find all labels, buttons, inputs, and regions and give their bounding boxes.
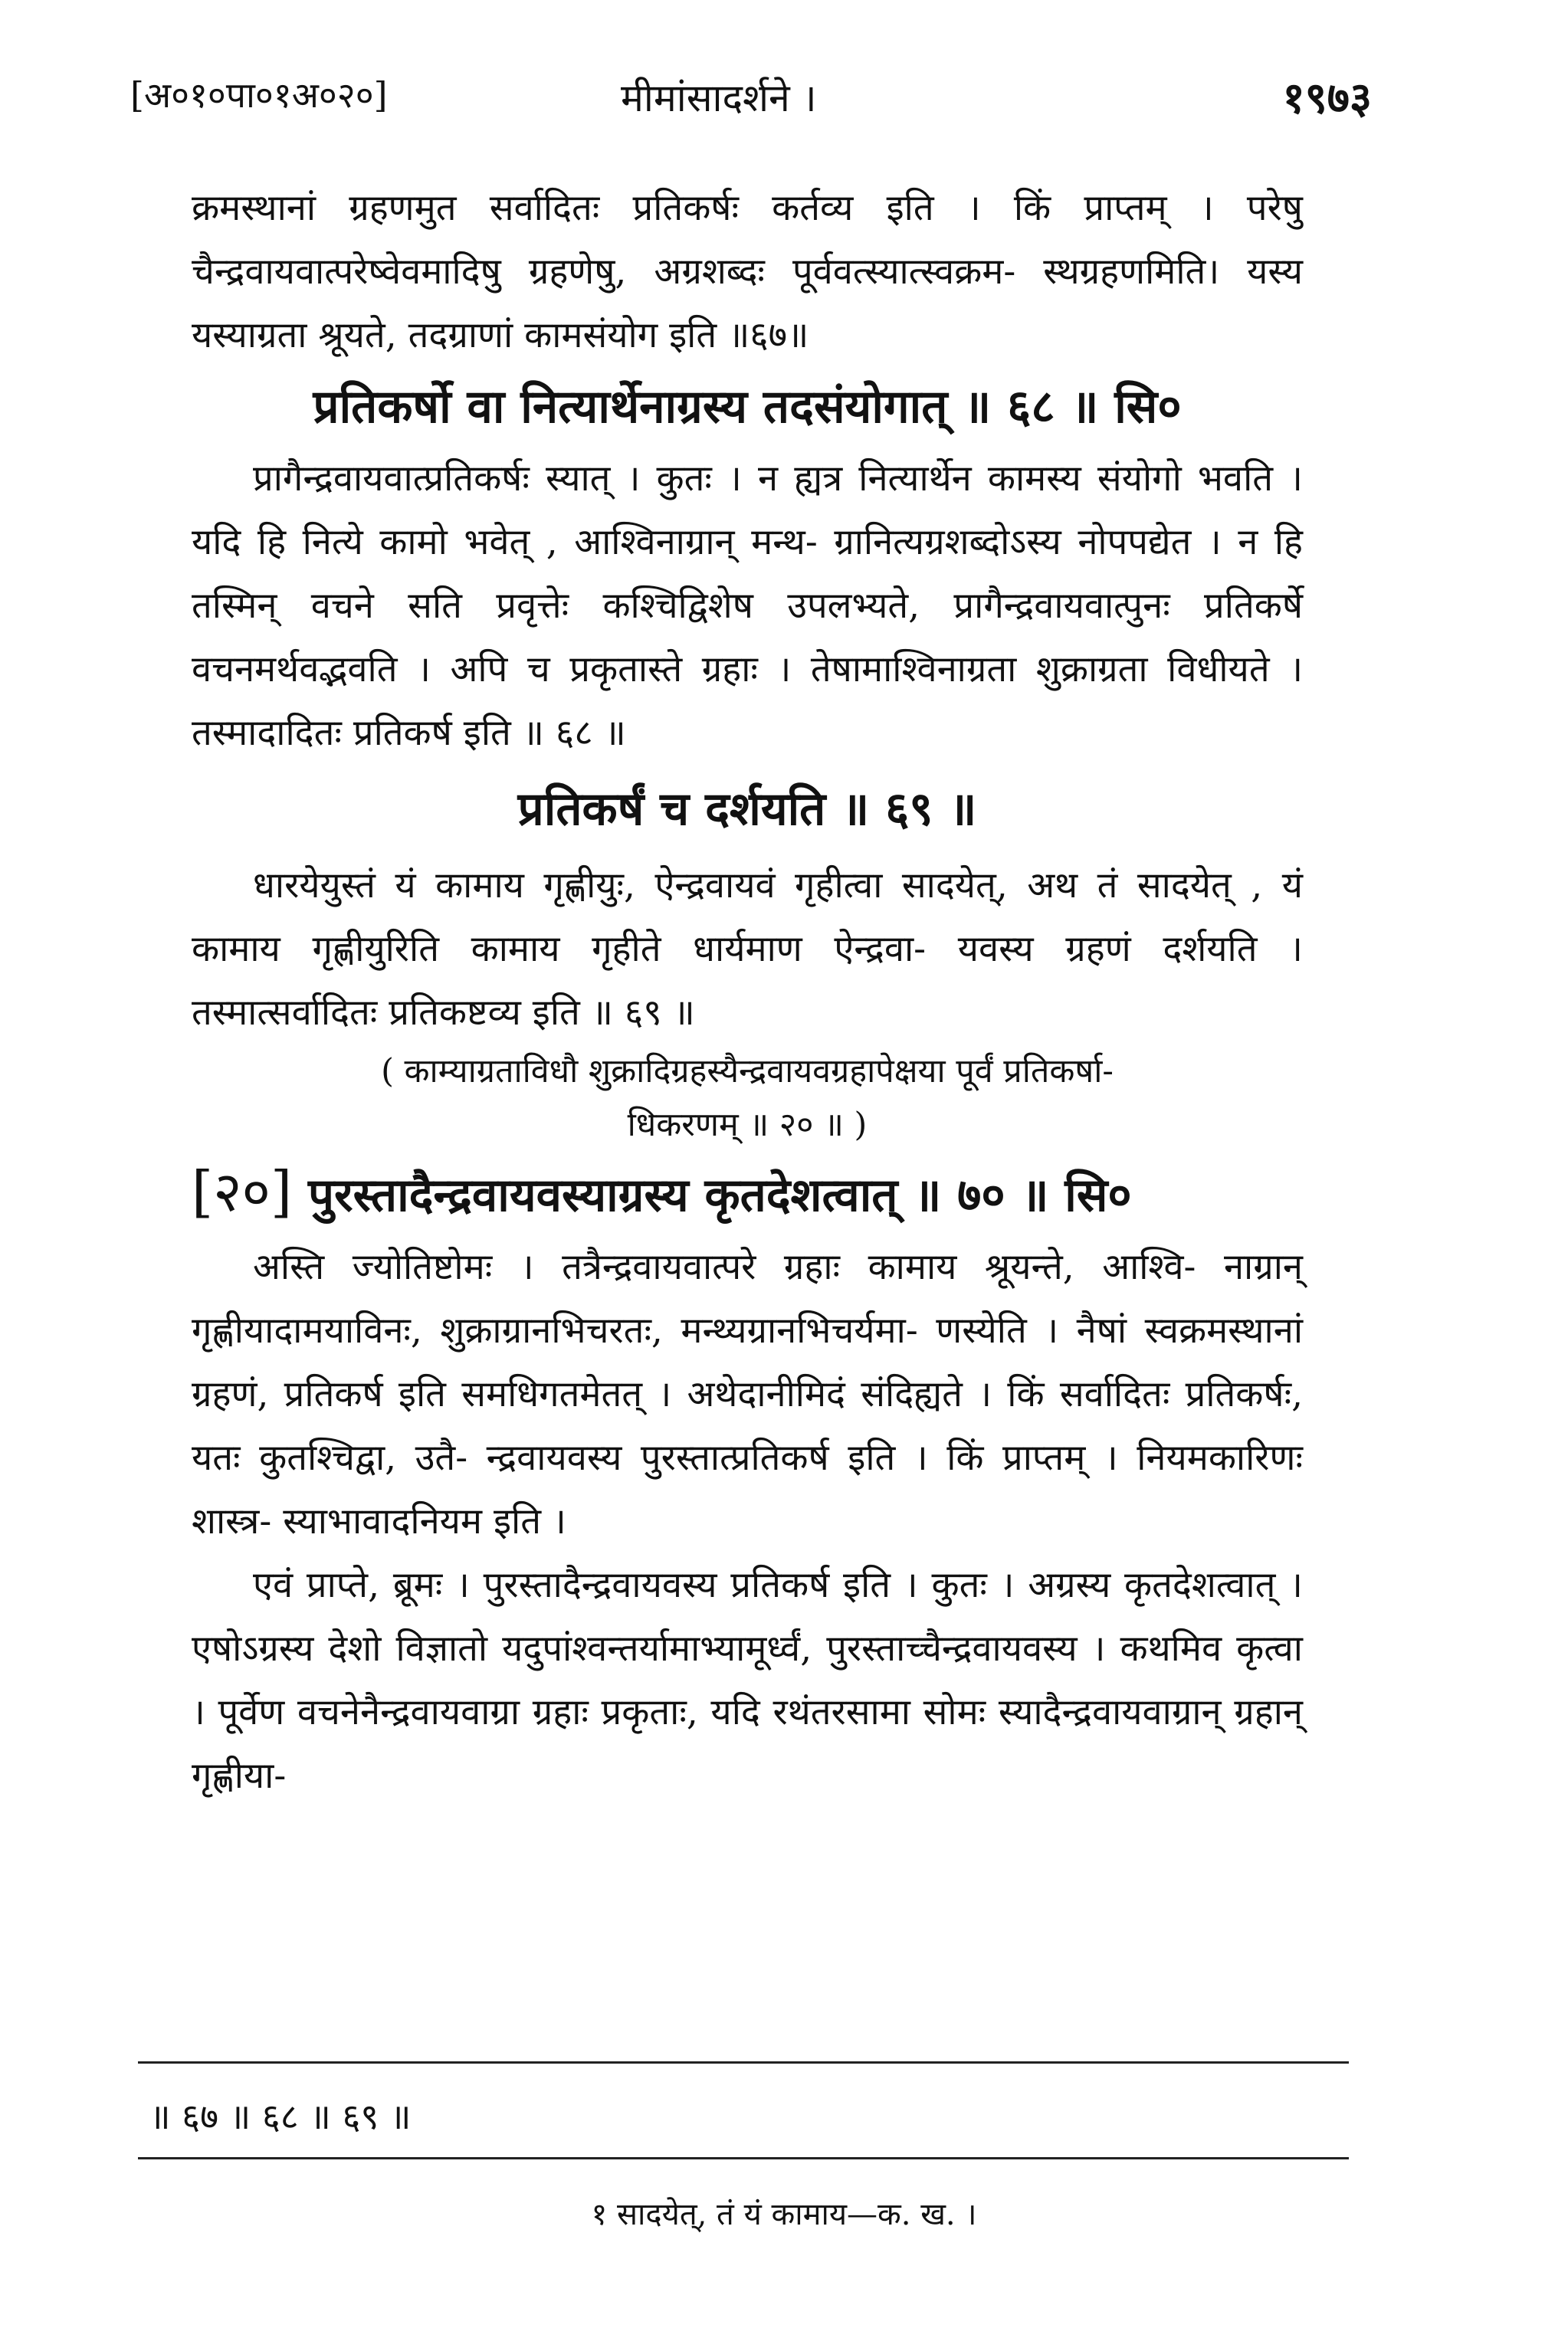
sutra-70-text: पुरस्तादैन्द्रवायवस्याग्रस्य कृतदेशत्वात् ॥ ७० ॥ सि० [307, 1169, 1132, 1222]
header-page-number: १९७३ [1282, 73, 1372, 123]
page-header [130, 61, 1372, 123]
divider-line [138, 2157, 1349, 2159]
sutra-68: प्रतिकर्षो वा नित्यार्थेनाग्रस्य तदसंयोगात् ॥ ६८ ॥ सि० [313, 380, 1182, 434]
footer-sutra-references: ॥ ६७ ॥ ६८ ॥ ६९ ॥ [149, 2096, 412, 2137]
commentary-paragraph: क्रमस्थानां ग्रहणमुत सर्वादितः प्रतिकर्षः कर्तव्य इति । किं प्राप्तम् । परेषु चैन्द्रवायवात्परेष्वेवमादिषु ग्रहणेषु, अग्रशब्दः पूर्ववत्स्यात्स्वक्रम- स्थग्रहणमिति। यस्य यस्याग्रता श्रूयते, तदग्राणां कामसंयोग इति ॥६७॥ [192, 187, 1303, 356]
sutra-70 [192, 1153, 1303, 1234]
commentary-paragraph: प्रागैन्द्रवायवात्प्रतिकर्षः स्यात् । कुतः । न ह्यत्र नित्यार्थेन कामस्य संयोगो भवति । यदि हि नित्ये कामो भवेत् , आश्विनाग्रान् मन्थ- ग्रानित्यग्रशब्दोऽस्य नोपपद्येत । न हि तस्मिन् वचने सति प्रवृत्तेः कश्चिद्विशेष उपलभ्यते, प्रागैन्द्रवायवात्पुनः प्रतिकर्षे वचनमर्थवद्भवति । अपि च प्रकृतास्ते ग्रहाः । तेषामाश्विनाग्रता शुक्राग्रता विधीयते । तस्मादादितः प्रतिकर्ष इति ॥ ६८ ॥ [192, 457, 1304, 754]
header-book-title: मीमांसादर्शने । [621, 76, 817, 120]
page-body [192, 176, 1303, 1808]
header-section-reference: [अ०१०पा०१अ०२०] [130, 74, 388, 116]
commentary-paragraph: एवं प्राप्ते, ब्रूमः । पुरस्तादैन्द्रवायवस्य प्रतिकर्ष इति । कुतः । अग्रस्य कृतदेशत्वात् । एषोऽग्रस्य देशो विज्ञातो यदुपांश्वन्तर्यामाभ्यामूर्ध्वं, पुरस्ताच्चैन्द्रवायवस्य । कथमिव कृत्वा । पूर्वेण वचनेनैन्द्रवायवाग्रा ग्रहाः प्रकृताः, यदि रथंतरसामा सोमः स्यादैन्द्रवायवाग्रान् ग्रहान् गृह्णीया- [192, 1564, 1303, 1797]
adhikarana-note: ( काम्याग्रताविधौ शुक्रादिग्रहस्यैन्द्रवायवग्रहापेक्षया पूर्वं प्रतिकर्षा- धिकरणम् ॥ २० ॥ ) [381, 1052, 1114, 1144]
footnote: १ सादयेत्, तं यं कामाय—क. ख. । [591, 2197, 977, 2232]
sutra-69: प्रतिकर्षं च दर्शयति ॥ ६९ ॥ [517, 782, 977, 836]
commentary-paragraph: अस्ति ज्योतिष्टोमः । तत्रैन्द्रवायवात्परे ग्रहाः कामाय श्रूयन्ते, आश्वि- नाग्रान् गृह्णीयादामयाविनः, शुक्राग्रानभिचरतः, मन्थ्यग्रानभिचर्यमा- णस्येति । नैषां स्वक्रमस्थानां ग्रहणं, प्रतिकर्ष इति समधिगतमेतत् । अथेदानीमिदं संदिह्यते । किं सर्वादितः प्रतिकर्षः, यतः कुतश्चिद्वा, उतै- न्द्रवायवस्य पुरस्तात्प्रतिकर्ष इति । किं प्राप्तम् । नियमकारिणः शास्त्र- स्याभावादनियम इति । [192, 1246, 1304, 1543]
divider-line [138, 2061, 1349, 2064]
adhikarana-number: [२०] [192, 1159, 293, 1224]
commentary-paragraph: धारयेयुस्तं यं कामाय गृह्णीयुः, ऐन्द्रवायवं गृहीत्वा सादयेत्, अथ तं सादयेत् , यं कामाय गृह्णीयुरिति कामाय गृहीते धार्यमाण ऐन्द्रवा- यवस्य ग्रहणं दर्शयति । तस्मात्सर्वादितः प्रतिकष्टव्य इति ॥ ६९ ॥ [192, 864, 1303, 1034]
